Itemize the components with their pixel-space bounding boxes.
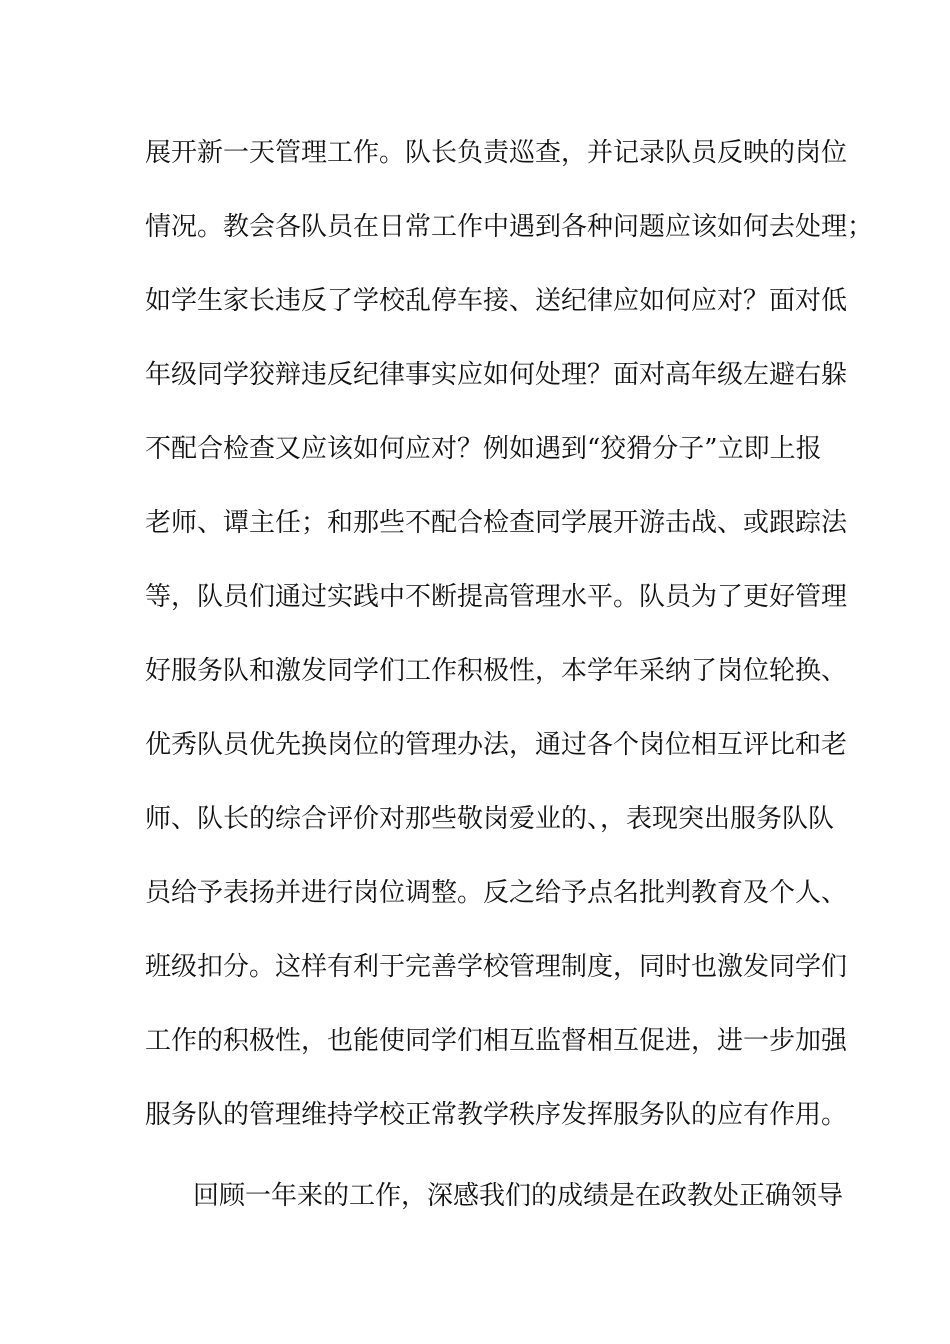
text-line: 情况。教会各队员在日常工作中遇到各种问题应该如何去处理； (145, 212, 874, 242)
text-line: 等，队员们通过实践中不断提高管理水平。队员为了更好管理 (145, 582, 848, 612)
text-line: 班级扣分。这样有利于完善学校管理制度，同时也激发同学们 (145, 952, 848, 982)
text-line: 展开新一天管理工作。队长负责巡查，并记录队员反映的岗位 (145, 138, 848, 168)
text-line: 工作的积极性，也能使同学们相互监督相互促进，进一步加强 (145, 1026, 848, 1056)
text-line: 师、队长的综合评价对那些敬岗爱业的、，表现突出服务队队 (145, 804, 835, 834)
text-line: 好服务队和激发同学们工作积极性，本学年采纳了岗位轮换、 (145, 656, 848, 686)
text-line: 如学生家长违反了学校乱停车接、送纪律应如何应对？面对低 (145, 286, 848, 316)
text-line: 年级同学狡辩违反纪律事实应如何处理？面对高年级左避右躲 (145, 360, 848, 390)
text-line: 员给予表扬并进行岗位调整。反之给予点名批判教育及个人、 (145, 878, 848, 908)
text-line: 服务队的管理维持学校正常教学秩序发挥服务队的应有作用。 (145, 1100, 848, 1130)
paragraph-first-line: 回顾一年来的工作，深感我们的成绩是在政教处正确领导 (193, 1181, 844, 1211)
text-line: 不配合检查又应该如何应对？例如遇到“狡猾分子”立即上报 (145, 434, 822, 464)
text-line: 老师、谭主任；和那些不配合检查同学展开游击战、或跟踪法 (145, 508, 848, 538)
text-line: 优秀队员优先换岗位的管理办法，通过各个岗位相互评比和老 (145, 730, 848, 760)
